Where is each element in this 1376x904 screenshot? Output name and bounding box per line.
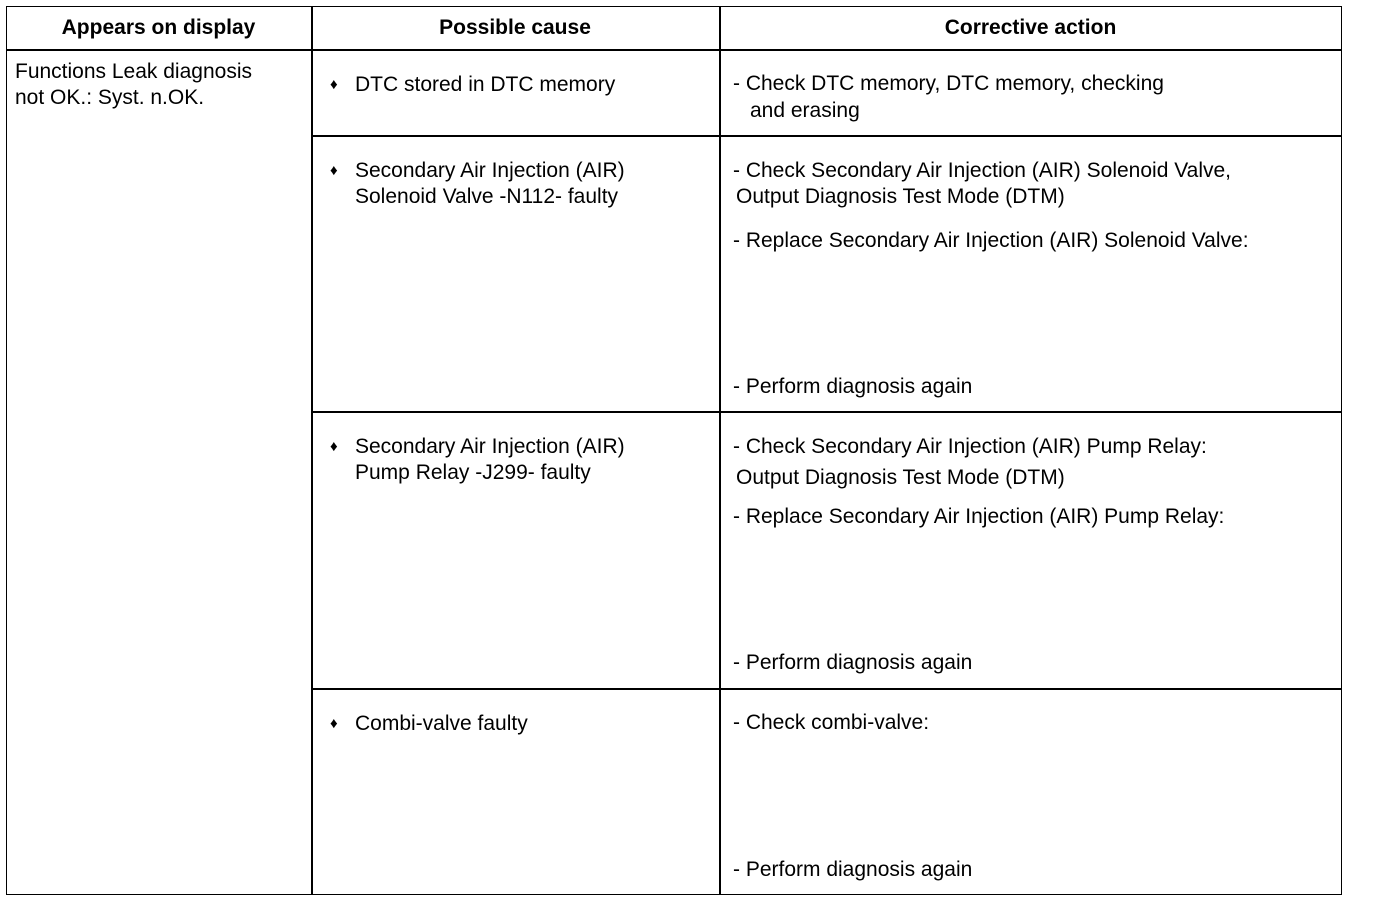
bullet-icon: ♦ bbox=[330, 438, 338, 455]
header-possible-cause: Possible cause bbox=[439, 16, 591, 39]
header-corrective-action: Corrective action bbox=[944, 16, 1117, 39]
cause-text: DTC stored in DTC memory bbox=[355, 73, 616, 96]
row-divider-1 bbox=[311, 135, 1342, 137]
bullet-icon: ♦ bbox=[330, 162, 338, 179]
display-text-line-2: not OK.: Syst. n.OK. bbox=[15, 86, 205, 109]
action-text: - Check Secondary Air Injection (AIR) Pump Relay: bbox=[733, 435, 1207, 458]
cause-text: Secondary Air Injection (AIR) bbox=[355, 435, 625, 458]
header-divider bbox=[6, 49, 1342, 51]
action-text: and erasing bbox=[750, 99, 860, 122]
bullet-icon: ♦ bbox=[330, 76, 338, 93]
action-text: - Check combi-valve: bbox=[733, 711, 930, 734]
row-divider-2 bbox=[311, 411, 1342, 413]
row-divider-3 bbox=[311, 688, 1342, 690]
action-text: - Perform diagnosis again bbox=[733, 651, 973, 674]
action-text: - Perform diagnosis again bbox=[733, 375, 973, 398]
action-text: - Check DTC memory, DTC memory, checking bbox=[733, 72, 1164, 95]
action-text: - Perform diagnosis again bbox=[733, 858, 973, 881]
column-divider-1 bbox=[311, 6, 313, 895]
cause-text: Pump Relay -J299- faulty bbox=[355, 461, 591, 484]
header-appears-on-display: Appears on display bbox=[61, 16, 256, 39]
column-divider-2 bbox=[719, 6, 721, 895]
action-text: - Check Secondary Air Injection (AIR) Solenoid Valve, bbox=[733, 159, 1232, 182]
action-text: Output Diagnosis Test Mode (DTM) bbox=[736, 185, 1065, 208]
cause-text: Combi-valve faulty bbox=[355, 712, 528, 735]
cause-text: Secondary Air Injection (AIR) bbox=[355, 159, 625, 182]
action-text: - Replace Secondary Air Injection (AIR) Solenoid Valve: bbox=[733, 229, 1249, 252]
action-text: - Replace Secondary Air Injection (AIR) Pump Relay: bbox=[733, 505, 1225, 528]
action-text: Output Diagnosis Test Mode (DTM) bbox=[736, 466, 1065, 489]
bullet-icon: ♦ bbox=[330, 715, 338, 732]
display-text-line-1: Functions Leak diagnosis bbox=[15, 60, 252, 83]
cause-text: Solenoid Valve -N112- faulty bbox=[355, 185, 619, 208]
